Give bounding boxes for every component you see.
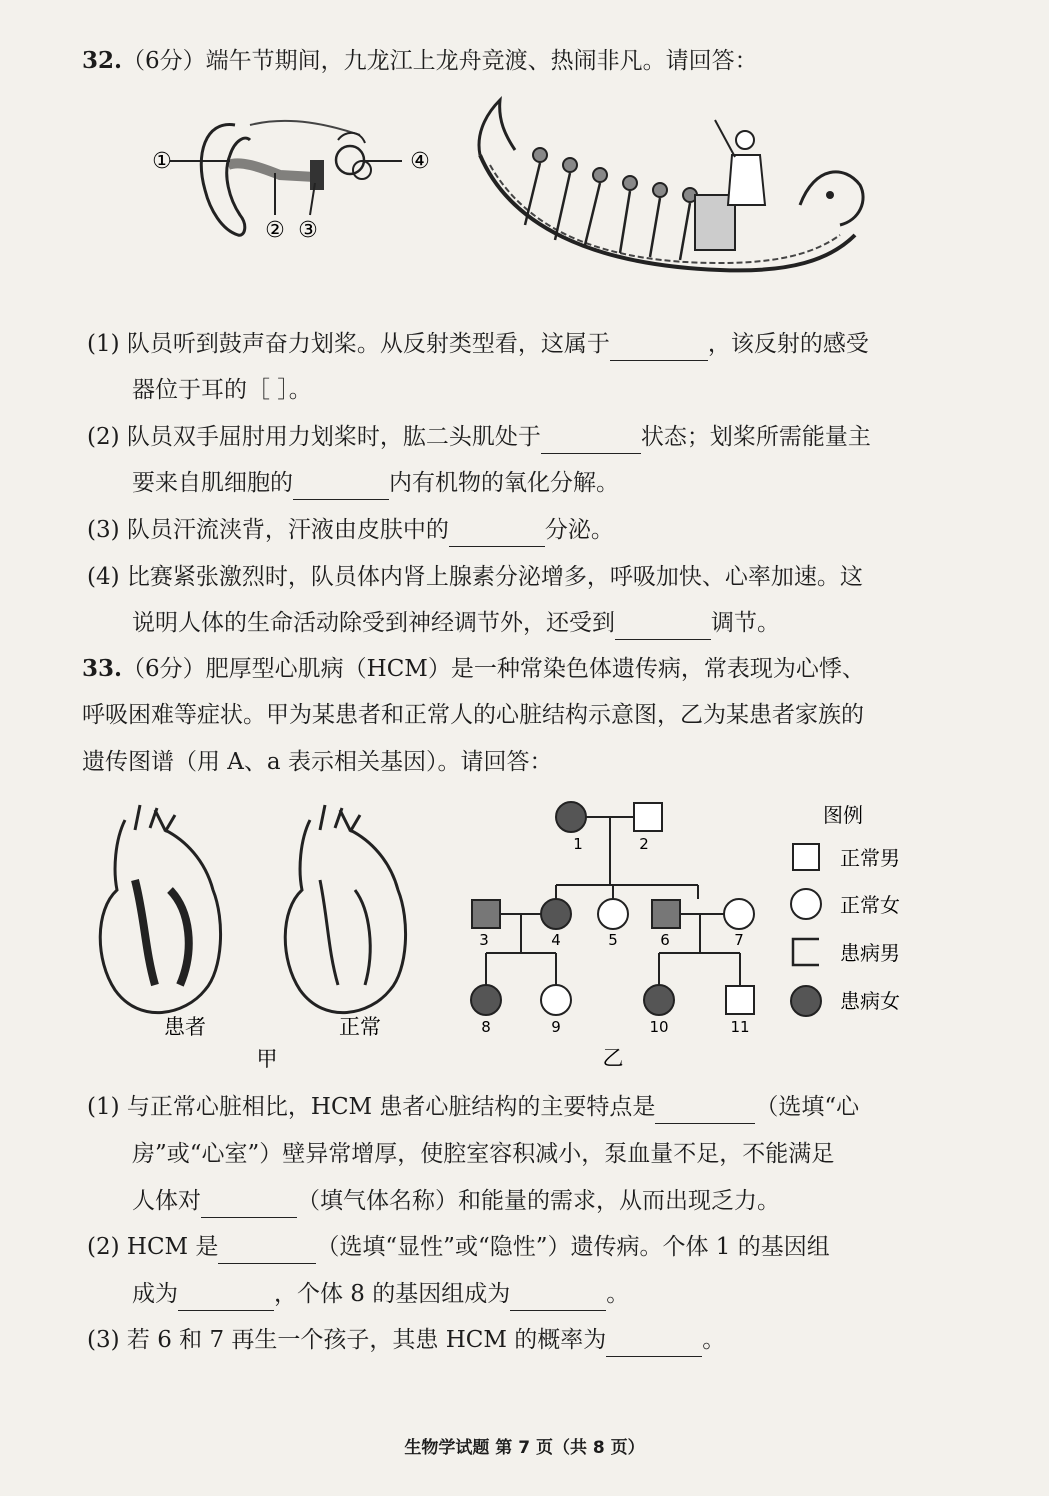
pedigree-id-4: 4	[551, 931, 561, 949]
q32-answer-blank-5[interactable]	[615, 613, 711, 640]
q33-sub1-line2: 房”或“心室”）壁异常增厚，使腔室容积减小，泵血量不足，不能满足	[132, 1141, 835, 1167]
pedigree-id-7: 7	[734, 931, 744, 949]
pedigree-legend	[785, 798, 925, 1018]
q32-answer-blank-3[interactable]	[293, 473, 389, 500]
pedigree-id-1: 1	[573, 835, 583, 853]
ear-label-2: ②	[265, 218, 285, 243]
q33-answer-blank-2[interactable]	[201, 1191, 297, 1218]
legend-normal-female-icon	[791, 889, 821, 919]
pedigree-id-9: 9	[551, 1018, 561, 1036]
q33-header-line1: 33.（6分）肥厚型心肌病（HCM）是一种常染色体遗传病，常表现为心悸、	[82, 655, 865, 682]
q32-answer-blank-4[interactable]	[449, 520, 545, 547]
ear-diagram	[150, 105, 450, 250]
q33-sub2-line2: 成为 ，个体 8 的基因组成为 。	[132, 1277, 629, 1311]
pedigree-id-2: 2	[639, 835, 649, 853]
ear-label-1: ①	[152, 149, 172, 174]
heart-normal	[285, 805, 405, 1013]
page-footer: 生物学试题 第 7 页（共 8 页）	[404, 1438, 645, 1458]
q32-answer-blank-2[interactable]	[541, 427, 641, 454]
heart-patient	[100, 805, 220, 1013]
q32-sub1-line2: 器位于耳的［ ］。	[132, 377, 312, 403]
heart-label-normal: 正常	[339, 1015, 381, 1039]
pedigree-node-3	[472, 900, 500, 928]
pedigree-id-10: 10	[649, 1018, 669, 1036]
q33-sub3: (3) 若 6 和 7 再生一个孩子，其患 HCM 的概率为 。	[87, 1323, 725, 1357]
q33-answer-blank-4[interactable]	[178, 1284, 274, 1311]
pedigree-node-1	[556, 802, 586, 832]
legend-affected-female: 患病女	[840, 989, 900, 1013]
legend-affected-male-icon	[793, 939, 819, 965]
pedigree-node-2	[634, 803, 662, 831]
pedigree-node-8	[471, 985, 501, 1015]
legend-normal-male: 正常男	[840, 846, 900, 870]
pedigree-node-10	[644, 985, 674, 1015]
pedigree-node-5	[598, 899, 628, 929]
heart-label-patient: 患者	[164, 1015, 206, 1039]
q33-answer-blank-3[interactable]	[218, 1237, 316, 1264]
pedigree-id-6: 6	[660, 931, 670, 949]
q32-sub1-line1: (1) 队员听到鼓声奋力划桨。从反射类型看，这属于 ，该反射的感受	[87, 327, 869, 361]
q32-number: 32.	[82, 47, 123, 74]
q32-stem: 端午节期间，九龙江上龙舟竞渡、热闹非凡。请回答：	[205, 48, 758, 74]
pedigree-chart-yi	[460, 795, 780, 1070]
legend-affected-male: 患病男	[840, 941, 900, 965]
figure-label-yi: 乙	[602, 1046, 624, 1070]
q33-header-line3: 遗传图谱（用 A、a 表示相关基因）。请回答：	[82, 749, 553, 775]
legend-normal-female: 正常女	[840, 893, 900, 917]
figure-label-jia: 甲	[256, 1047, 278, 1070]
q33-sub2-line1: (2) HCM 是 （选填“显性”或“隐性”）遗传病。个体 1 的基因组	[87, 1230, 830, 1264]
pedigree-node-4	[541, 899, 571, 929]
pedigree-id-3: 3	[479, 931, 489, 949]
q33-score: （6分）	[122, 656, 206, 682]
pedigree-node-7	[724, 899, 754, 929]
legend-normal-male-icon	[793, 844, 819, 870]
q32-sub4-line2: 说明人体的生命活动除受到神经调节外，还受到 调节。	[132, 606, 780, 640]
legend-title: 图例	[823, 803, 863, 827]
heart-diagram-jia	[95, 800, 415, 1070]
pedigree-node-11	[726, 986, 754, 1014]
pedigree-id-5: 5	[608, 931, 618, 949]
q33-answer-blank-5[interactable]	[510, 1284, 606, 1311]
q32-sub4-line1: (4) 比赛紧张激烈时，队员体内肾上腺素分泌增多，呼吸加快、心率加速。这	[87, 564, 863, 590]
q33-sub1-line3: 人体对 （填气体名称）和能量的需求，从而出现乏力。	[132, 1184, 780, 1218]
q33-sub1-line1: (1) 与正常心脏相比，HCM 患者心脏结构的主要特点是 （选填“心	[87, 1090, 859, 1124]
q32-sub2-line2: 要来自肌细胞的 内有机物的氧化分解。	[132, 466, 619, 500]
pedigree-id-11: 11	[730, 1018, 750, 1036]
pedigree-node-9	[541, 985, 571, 1015]
ear-label-4: ④	[410, 149, 430, 174]
pedigree-node-6	[652, 900, 680, 928]
legend-affected-female-icon	[791, 986, 821, 1016]
q33-number: 33.	[82, 655, 123, 682]
q32-sub3: (3) 队员汗流浃背，汗液由皮肤中的 分泌。	[87, 513, 614, 547]
q32-sub2-line1: (2) 队员双手屈肘用力划桨时，肱二头肌处于 状态；划桨所需能量主	[87, 420, 871, 454]
q33-answer-blank-6[interactable]	[606, 1330, 702, 1357]
q33-header-line2: 呼吸困难等症状。甲为某患者和正常人的心脏结构示意图，乙为某患者家族的	[82, 702, 864, 728]
dragon-boat-illustration	[470, 95, 870, 285]
q32-answer-blank-1[interactable]	[610, 334, 708, 361]
ear-label-3: ③	[298, 218, 318, 243]
pedigree-id-8: 8	[481, 1018, 491, 1036]
q32-score: （6分）	[122, 48, 206, 74]
q32-header	[82, 44, 758, 78]
q33-answer-blank-1[interactable]	[655, 1097, 755, 1124]
